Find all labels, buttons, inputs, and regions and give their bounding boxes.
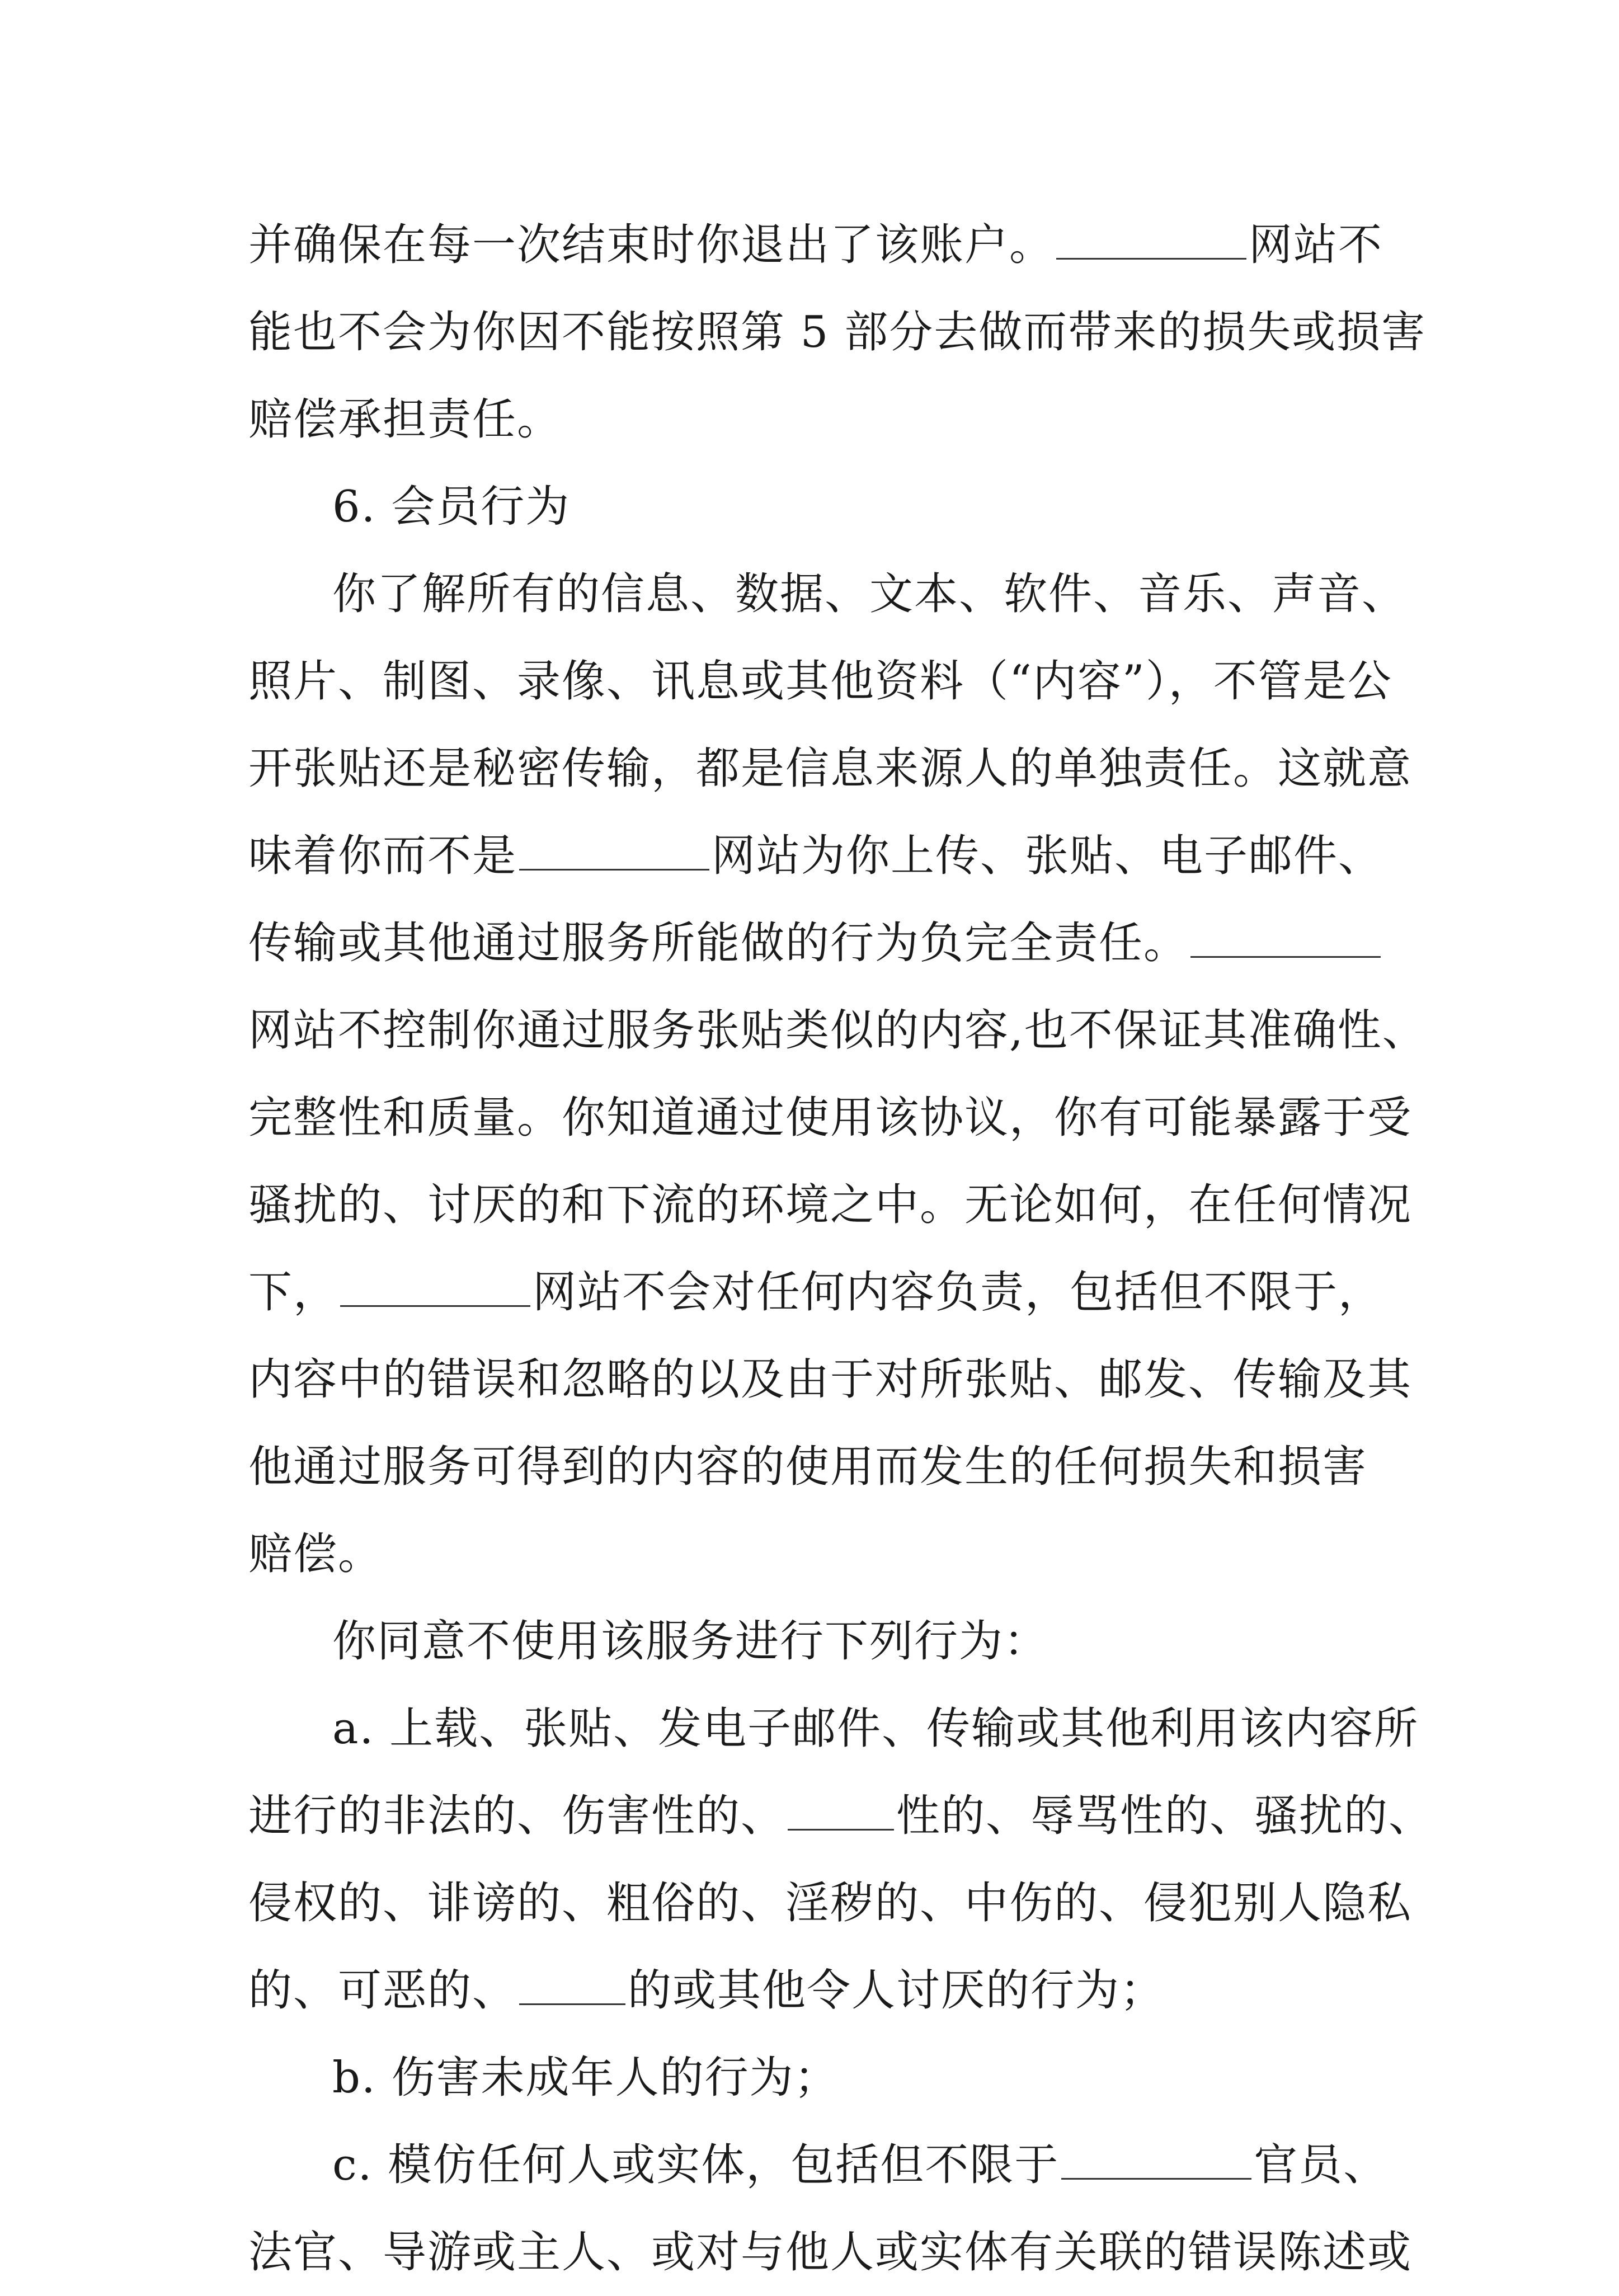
text-line [248,1772,1434,1860]
blank-underline [1061,2138,1251,2180]
text-segment: 赔偿。 [248,1529,383,1579]
text-line [248,987,1427,1074]
text-segment: 的、可恶的、 [248,1965,517,2016]
text-line [248,900,1401,987]
text-segment: 下， [248,1267,338,1318]
text-line [248,376,1401,463]
text-line [248,1074,1413,1161]
blank-underline [788,1789,894,1831]
text-segment: c. 模仿任何人或实体，包括但不限于 [332,2140,1060,2190]
text-line [248,1947,1401,2034]
text-segment: 法官、导游或主人、或对与他人或实体有关联的错误陈述或 [248,2227,1413,2278]
text-line [248,1336,1413,1423]
list-item-c [248,2121,1401,2209]
text-line [248,551,1407,638]
text-segment: 他通过服务可得到的内容的使用而发生的任何损失和损害 [248,1442,1368,1492]
text-segment: 开张贴还是秘密传输，都是信息来源人的单独责任。这就意 [248,744,1413,794]
text-line [248,1249,1401,1336]
text-line [248,725,1413,812]
blank-underline [519,1963,625,2005]
text-segment: b. 伤害未成年人的行为； [332,2053,839,2103]
text-segment: 味着你而不是 [248,831,517,881]
text-segment: 6. 会员行为 [332,482,571,532]
text-line [248,1161,1413,1249]
text-segment: 侵权的、诽谤的、粗俗的、淫秽的、中伤的、侵犯别人隐私 [248,1878,1413,1928]
text-segment: 网站为你上传、张贴、电子邮件、 [712,831,1383,881]
text-segment: 性的、辱骂性的、骚扰的、 [896,1791,1434,1841]
text-line [248,201,1401,289]
text-segment: 的或其他令人讨厌的行为； [628,1965,1165,2016]
text-segment: a. 上载、张贴、发电子邮件、传输或其他利用该内容所 [332,1704,1419,1754]
text-segment: 你同意不使用该服务进行下列行为： [332,1616,1049,1667]
text-segment: 网站不 [1249,220,1383,270]
text-line [248,812,1401,900]
text-line [248,2209,1413,2296]
text-line [248,1423,1401,1511]
text-segment: 传输或其他通过服务所能做的行为负完全责任。 [248,918,1189,968]
text-segment: 网站不会对任何内容负责，包括但不限于， [533,1267,1383,1318]
text-segment: 官员、 [1254,2140,1389,2190]
document-body [248,201,1434,2296]
text-segment: 进行的非法的、伤害性的、 [248,1791,786,1841]
blank-underline [1056,218,1246,260]
text-segment: 能也不会为你因不能按照第 5 部分去做而带来的损失或损害 [248,307,1427,357]
list-item-b [248,2034,1401,2121]
text-segment: 你了解所有的信息、数据、文本、软件、音乐、声音、 [332,569,1407,619]
text-segment: 完整性和质量。你知道通过使用该协议，你有可能暴露于受 [248,1093,1413,1143]
text-segment: 骚扰的、讨厌的和下流的环境之中。无论如何，在任何情况 [248,1180,1413,1230]
blank-underline [519,829,709,871]
text-segment: 赔偿承担责任。 [248,394,562,445]
text-line [248,289,1427,376]
section-heading [248,463,1401,551]
text-line [248,1598,1401,1685]
text-segment: 并确保在每一次结束时你退出了该账户。 [248,220,1055,270]
blank-underline [1190,916,1381,958]
text-line [248,1860,1413,1947]
text-segment: 照片、制图、录像、讯息或其他资料（“内容”），不管是公 [248,656,1392,707]
blank-underline [340,1265,530,1307]
text-line [248,1511,1401,1598]
list-item-a [248,1685,1419,1772]
text-segment: 内容中的错误和忽略的以及由于对所张贴、邮发、传输及其 [248,1354,1413,1405]
text-line [248,638,1401,725]
text-segment: 网站不控制你通过服务张贴类似的内容,也不保证其准确性、 [248,1005,1427,1056]
